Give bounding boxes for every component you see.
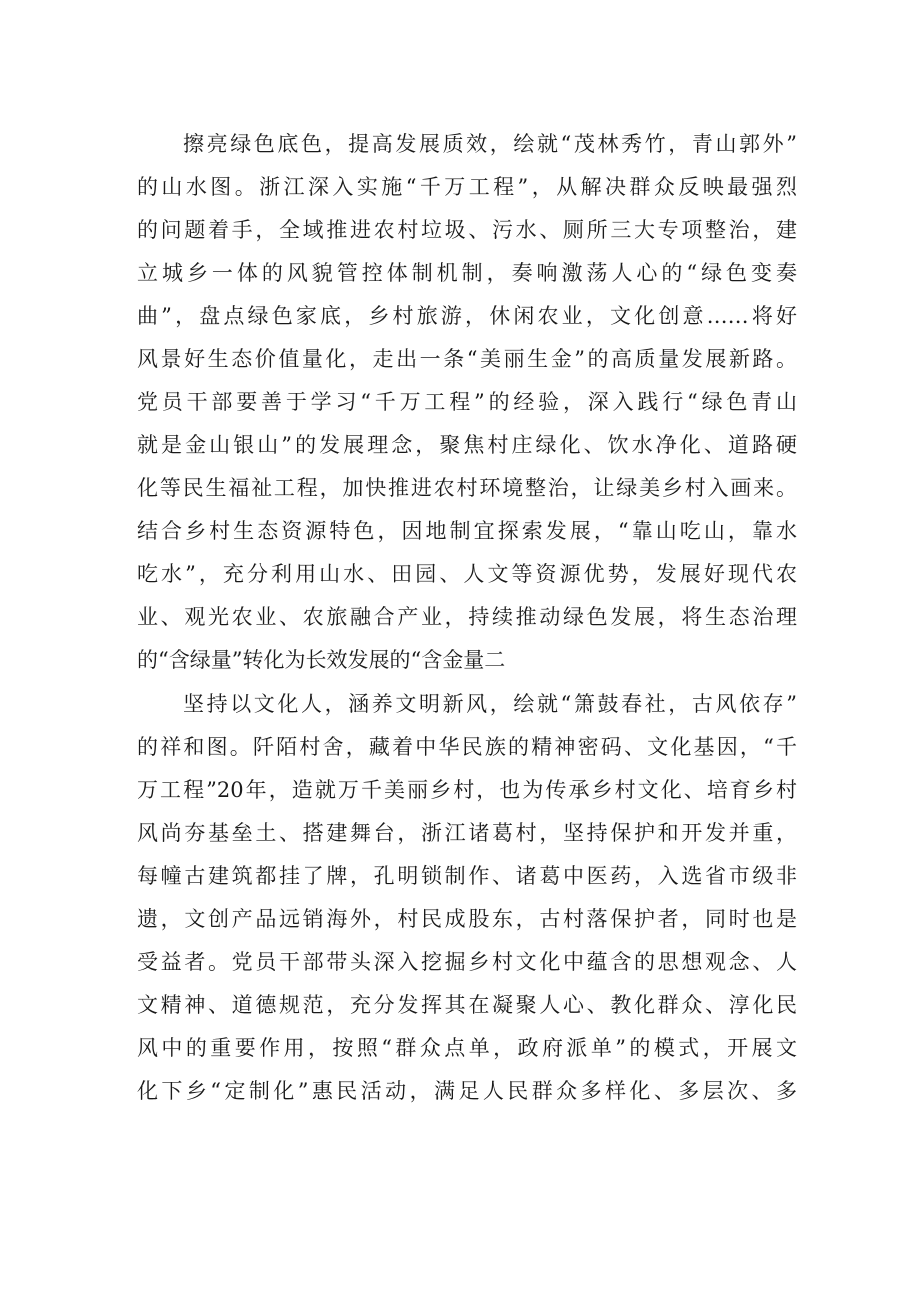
paragraph-green-development [137,123,797,682]
paragraph-line: 文精神、道德规范，充分发挥其在凝聚人心、教化群众、淳化民 [137,993,797,1017]
paragraph-line: 曲”，盘点绿色家底，乡村旅游，休闲农业，文化创意……将好 [137,304,797,328]
paragraph-line: 的问题着手，全域推进农村垃圾、污水、厕所三大专项整治，建 [137,218,797,242]
paragraph-line: 化下乡“定制化”惠民活动，满足人民群众多样化、多层次、多 [137,1079,797,1103]
paragraph-line: 万工程”20年，造就万千美丽乡村，也为传承乡村文化、培育乡村 [137,778,797,802]
paragraph-line: 擦亮绿色底色，提高发展质效，绘就“茂林秀竹，青山郭外” [183,132,797,156]
paragraph-line: 化等民生福祉工程，加快推进农村环境整治，让绿美乡村入画来。 [137,476,797,500]
paragraph-line: 业、观光农业、农旅融合产业，持续推动绿色发展，将生态治理 [137,605,797,629]
paragraph-line: 就是金山银山”的发展理念，聚焦村庄绿化、饮水净化、道路硬 [137,433,797,457]
paragraph-line: 党员干部要善于学习“千万工程”的经验，深入践行“绿色青山 [137,390,797,414]
paragraph-line: 的祥和图。阡陌村舍，藏着中华民族的精神密码、文化基因，“千 [137,735,797,759]
paragraph-line: 立城乡一体的风貌管控体制机制，奏响激荡人心的“绿色变奏 [137,261,797,285]
paragraph-cultural-development [137,683,797,1113]
paragraph-line: 的“含绿量”转化为长效发展的“含金量二 [137,648,506,672]
paragraph-line: 风中的重要作用，按照“群众点单，政府派单”的模式，开展文 [137,1036,797,1060]
paragraph-line: 遗，文创产品远销海外，村民成股东，古村落保护者，同时也是 [137,907,797,931]
paragraph-line: 结合乡村生态资源特色，因地制宜探索发展，“靠山吃山，靠水 [137,519,797,543]
paragraph-line: 风景好生态价值量化，走出一条“美丽生金”的高质量发展新路。 [137,347,797,371]
paragraph-line: 的山水图。浙江深入实施“千万工程”，从解决群众反映最强烈 [137,175,797,199]
paragraph-line: 吃水”，充分利用山水、田园、人文等资源优势，发展好现代农 [137,562,797,586]
paragraph-line: 风尚夯基垒土、搭建舞台，浙江诸葛村，坚持保护和开发并重， [137,821,797,845]
paragraph-line: 坚持以文化人，涵养文明新风，绘就“箫鼓春社，古风依存” [183,692,797,716]
paragraph-line: 受益者。党员干部带头深入挖掘乡村文化中蕴含的思想观念、人 [137,950,797,974]
paragraph-line: 每幢古建筑都挂了牌，孔明锁制作、诸葛中医药，入选省市级非 [137,864,797,888]
